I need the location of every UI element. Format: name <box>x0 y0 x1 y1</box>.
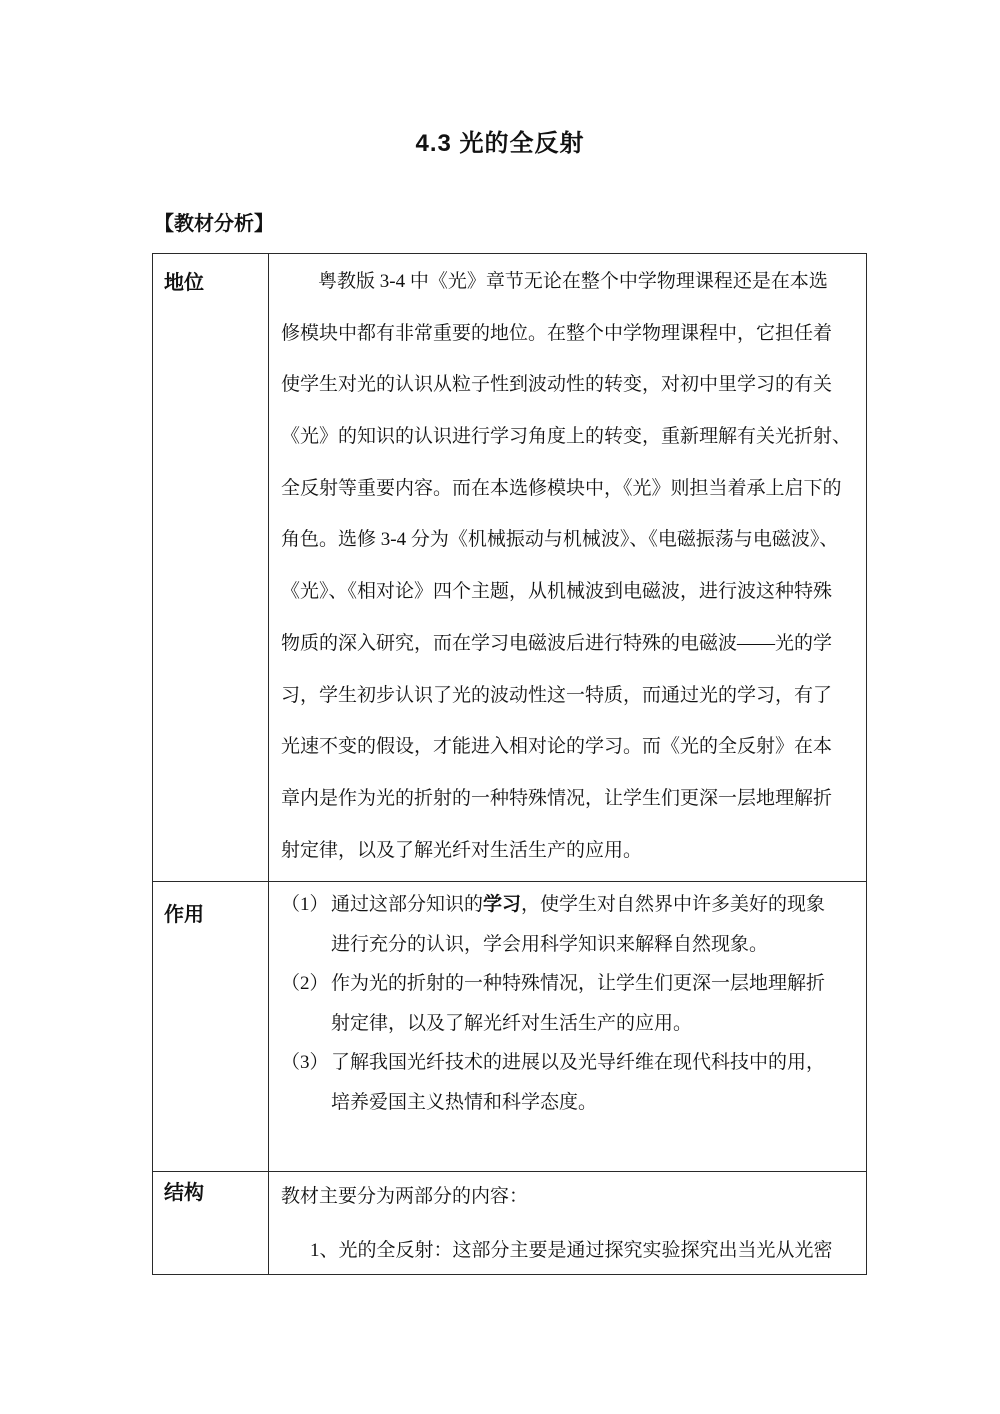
item-line <box>281 964 856 1004</box>
item-number: （3） <box>281 1052 329 1073</box>
table-row-function <box>153 881 866 1171</box>
table-row-status <box>153 254 866 881</box>
item-text-segment: ，使学生对自然界中许多美好的现象 <box>521 894 826 915</box>
table-row-structure <box>153 1171 866 1274</box>
row-label-function: 作用 <box>153 882 269 1171</box>
item-number: （2） <box>281 973 329 994</box>
item-line-continuation: 培养爱国主义热情和科学态度。 <box>331 1091 598 1113</box>
numbered-item <box>281 885 856 964</box>
numbered-item <box>281 1043 856 1122</box>
numbered-item <box>281 964 856 1043</box>
paragraph-line: 光速不变的假设，才能进入相对论的学习。而《光的全反射》在本 <box>281 736 833 758</box>
item-line-continuation: 射定律，以及了解光纤对生活生产的应用。 <box>331 1012 693 1034</box>
row-label-status: 地位 <box>153 254 269 881</box>
paragraph-line: 《光》的知识的认识进行学习角度上的转变，重新理解有关光折射、 <box>281 426 852 448</box>
structure-list-item: 1、光的全反射：这部分主要是通过探究实验探究出当光从光密 <box>310 1240 833 1261</box>
analysis-table <box>152 253 867 1275</box>
page-title: 4.3 光的全反射 <box>415 130 585 157</box>
paragraph-line: 《光》、《相对论》四个主题，从机械波到电磁波，进行波这种特殊 <box>281 581 833 603</box>
item-line <box>281 885 856 925</box>
item-text: 作为光的折射的一种特殊情况，让学生们更深一层地理解折 <box>331 973 826 994</box>
paragraph-line: 修模块中都有非常重要的地位。在整个中学物理课程中，它担任着 <box>281 322 833 344</box>
section-heading-textbook-analysis: 【教材分析】 <box>154 213 274 235</box>
paragraph-line: 使学生对光的认识从粒子性到波动性的转变，对初中里学习的有关 <box>281 374 833 396</box>
item-number: （1） <box>281 894 329 915</box>
row-label-structure: 结构 <box>153 1172 269 1274</box>
paragraph-line: 物质的深入研究，而在学习电磁波后进行特殊的电磁波——光的学 <box>281 632 833 654</box>
item-text <box>331 885 825 925</box>
row-content-structure <box>269 1172 866 1274</box>
paragraph-line: 粤教版 3-4 中《光》章节无论在整个中学物理课程还是在本选 <box>318 271 828 292</box>
item-line-continuation: 进行充分的认识，学会用科学知识来解释自然现象。 <box>331 933 769 955</box>
item-text-segment: 通过这部分知识的 <box>331 894 484 915</box>
paragraph-line: 全反射等重要内容。而在本选修模块中，《光》则担当着承上启下的 <box>281 477 842 499</box>
row-content-function <box>269 882 866 1171</box>
structure-intro: 教材主要分为两部分的内容： <box>281 1186 529 1207</box>
paragraph-line: 章内是作为光的折射的一种特殊情况，让学生们更深一层地理解折 <box>281 787 833 809</box>
item-text: 了解我国光纤技术的进展以及光导纤维在现代科技中的用， <box>331 1052 826 1073</box>
paragraph-line: 习，学生初步认识了光的波动性这一特质，而通过光的学习，有了 <box>281 684 833 706</box>
paragraph-line: 射定律，以及了解光纤对生活生产的应用。 <box>281 839 643 861</box>
paragraph-line: 角色。选修 3-4 分为《机械振动与机械波》、《电磁振荡与电磁波》、 <box>281 529 839 551</box>
item-line <box>281 1043 856 1083</box>
row-content-status <box>269 254 866 881</box>
item-text-bold-segment: 学习 <box>483 894 522 915</box>
